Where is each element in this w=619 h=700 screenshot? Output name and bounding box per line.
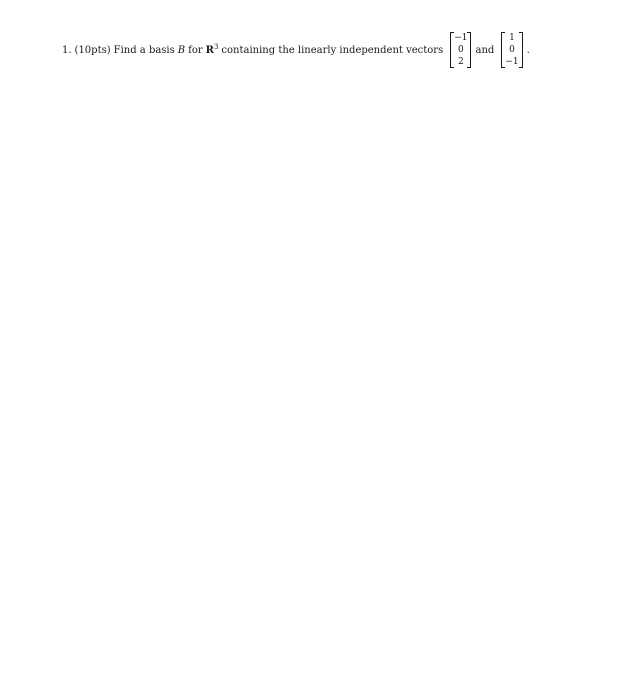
vector-2-entry-1: 1 <box>509 33 515 43</box>
vector-1-entry-3: 2 <box>457 57 464 67</box>
vector-1-entry-2: 0 <box>457 45 464 55</box>
problem-statement <box>62 32 533 68</box>
conjunction-text: and <box>475 44 495 56</box>
dimension-exponent: 3 <box>213 42 219 51</box>
vector-1 <box>450 32 471 68</box>
problem-text-part-1: Find a basis <box>113 44 175 56</box>
vector-space <box>205 42 219 56</box>
vector-2-entry-2: 0 <box>509 45 515 55</box>
field-symbol: R <box>205 44 214 56</box>
vector-2-entry-3: −1 <box>505 57 519 67</box>
vector-1-entry-1: −1 <box>454 33 468 43</box>
problem-text-part-3: containing the linearly independent vectors <box>221 44 444 56</box>
problem-number: 1. <box>62 44 72 56</box>
basis-symbol: B <box>177 44 186 56</box>
end-period: . <box>526 44 530 56</box>
problem-text-part-2: for <box>188 44 203 56</box>
vector-2 <box>501 32 522 68</box>
problem-points: (10pts) <box>74 44 111 56</box>
